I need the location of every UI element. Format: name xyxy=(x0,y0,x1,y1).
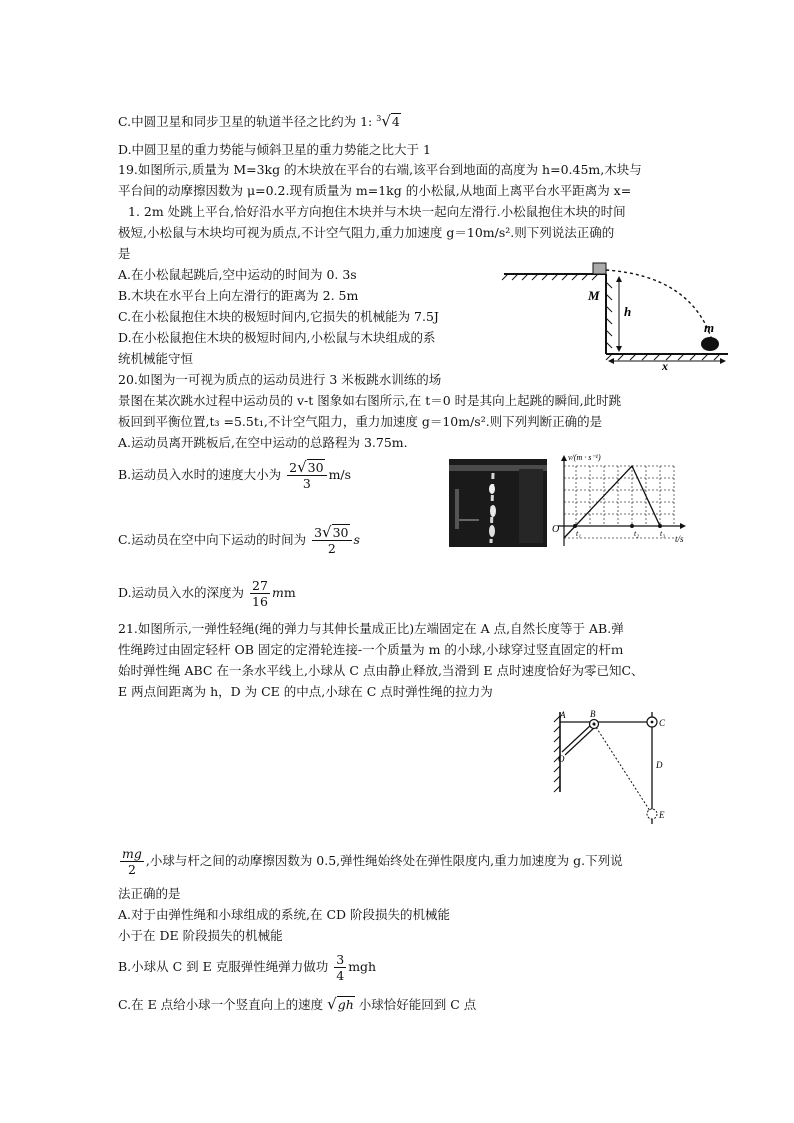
q21-stem-line-3: 始时弹性绳 ABC 在一条水平线上,小球从 C 点由静止释放,当滑到 E 点时速度恰好为零已知C、 xyxy=(118,663,644,678)
label-O: O xyxy=(558,754,565,764)
q21-option-b: B.小球从 C 到 E 克服弹性绳弹力做功 $\frac{3}{4}$ mgh xyxy=(118,952,377,983)
q21-option-c: C.在 E 点给小球一个竖直向上的速度 √gh 小球恰好能回到 C 点 xyxy=(118,995,477,1013)
squirrel xyxy=(701,337,719,351)
q18-option-c xyxy=(118,110,401,131)
q18-option-d: D.中圆卫星的重力势能与倾斜卫星的重力势能之比大于 1 xyxy=(118,142,431,157)
point-t3 xyxy=(658,524,662,528)
q20-stem-line-1: 20.如图为一可视为质点的运动员进行 3 米板跳水训练的场 xyxy=(118,372,442,387)
label-m: m xyxy=(704,320,715,335)
q20-option-c-fraction: $\frac{3√30}{2}$ xyxy=(312,525,351,556)
q18-option-c-text: C.中圆卫星和同步卫星的轨道半径之比约为 1: xyxy=(118,114,373,130)
q20-vt-graph xyxy=(548,452,698,550)
q19-stem-line-3: 1. 2m 处跳上平台,恰好沿水平方向抱住木块并与木块一起向左滑行.小松鼠抱住木块的时间 xyxy=(128,204,626,219)
q19-option-a: A.在小松鼠起跳后,空中运动的时间为 0. 3s xyxy=(118,267,357,282)
q20-option-d-fraction: $\frac{27}{16}$ xyxy=(252,578,268,609)
q19-platform-figure xyxy=(496,258,736,370)
graph-t3-label: t₃ xyxy=(660,529,666,538)
label-M: M xyxy=(588,288,600,303)
q21-option-b-text: B.小球从 C 到 E 克服弹性绳弹力做功 xyxy=(118,959,329,974)
q21-stem-line-5-text: ,小球与杆之间的动摩擦因数为 0.5,弹性绳始终处在弹性限度内,重力加速度为 g.下列说 xyxy=(145,853,623,868)
q21-option-b-fraction: $\frac{3}{4}$ xyxy=(336,952,345,983)
diving-photo xyxy=(449,459,547,547)
q21-option-c-text: C.在 E 点给小球一个竖直向上的速度 xyxy=(118,997,324,1012)
jump-trajectory xyxy=(606,270,715,340)
q19-stem-line-1: 19.如图所示,质量为 M=3kg 的木块放在平台的右端,该平台到地面的高度为 h=0.45m,木块与 xyxy=(118,162,642,177)
graph-xlabel: t/s xyxy=(675,534,684,544)
graph-ylabel: v/(m · s⁻¹) xyxy=(568,453,601,462)
q19-stem-line-4: 极短,小松鼠与木块均可视为质点,不计空气阻力,重力加速度 g＝10m/s².则下列说法正确的 xyxy=(118,225,615,240)
graph-t1-label: t₁ xyxy=(576,529,582,538)
label-C: C xyxy=(659,718,666,728)
ball-at-E xyxy=(647,809,657,819)
q20-option-b-unit: m/s xyxy=(328,467,352,482)
q19-option-d-line-2: 统机械能守恒 xyxy=(118,351,194,366)
q19-option-b: B.木块在水平台上向左滑行的距离为 2. 5m xyxy=(118,288,359,303)
q21-stem-line-6: 法正确的是 xyxy=(118,886,181,901)
cube-root-index: 3 xyxy=(376,114,382,123)
q20-option-b-text: B.运动员入水时的速度大小为 xyxy=(118,467,282,482)
q21-tension-fraction: $\frac{mg}{2}$ xyxy=(122,846,142,877)
q20-stem-line-2: 景图在某次跳水过程中运动员的 v-t 图象如右图所示,在 t＝0 时是其向上起跳的瞬间,此时跳 xyxy=(118,393,622,408)
q21-stem-line-4: E 两点间距离为 h，D 为 CE 的中点,小球在 C 点时弹性绳的拉力为 xyxy=(118,684,493,699)
q21-option-a-line-1: A.对于由弹性绳和小球组成的系统,在 CD 阶段损失的机械能 xyxy=(118,907,451,922)
q20-option-d: D.运动员入水的深度为 $\frac{27}{16}$ mm xyxy=(118,578,296,609)
label-D: D xyxy=(656,760,663,770)
label-A: A xyxy=(560,710,566,720)
q20-option-a: A.运动员离开跳板后,在空中运动的总路程为 3.75m. xyxy=(118,435,408,450)
cube-root-value: 4 xyxy=(391,114,400,130)
label-E: E xyxy=(659,810,665,820)
rod-OB xyxy=(565,727,595,755)
graph-origin: O xyxy=(552,524,560,535)
q20-option-c-text: C.运动员在空中向下运动的时间为 xyxy=(118,532,307,547)
q20-option-c-unit: s xyxy=(353,532,360,547)
q21-pulley-figure xyxy=(548,704,698,832)
stretched-cord xyxy=(594,724,652,814)
label-B: B xyxy=(590,709,596,719)
q19-option-d-line-1: D.在小松鼠抱住木块的极短时间内,小松鼠与木块组成的系 xyxy=(118,330,436,345)
q20-stem-line-3: 板回到平衡位置,t₃ =5.5t₁,不计空气阻力，重力加速度 g＝10m/s².则下列判断正确的是 xyxy=(118,414,603,429)
q20-option-b xyxy=(118,460,351,491)
q21-option-a-line-2: 小于在 DE 阶段损失的机械能 xyxy=(118,928,283,943)
sqrt-gh: √gh xyxy=(327,995,354,1013)
cube-root: $^3$√4 xyxy=(376,112,400,131)
q20-option-c xyxy=(118,525,360,556)
label-h: h xyxy=(624,304,632,319)
q21-stem-line-5 xyxy=(118,846,623,877)
q21-stem-line-2: 性绳跨过由固定轻杆 OB 固定的定滑轮连接-一个质量为 m 的小球,小球穿过竖直固定的杆ｍ xyxy=(118,642,624,657)
q19-option-c: C.在小松鼠抱住木块的极短时间内,它损失的机械能为 7.5J xyxy=(118,309,439,324)
wooden-block xyxy=(593,263,606,274)
q19-stem-line-2: 平台间的动摩擦因数为 μ=0.2.现有质量为 m=1kg 的小松鼠,从地面上离平台水平距离为 x= xyxy=(118,183,632,198)
point-t1 xyxy=(573,524,577,528)
q19-stem-line-5: 是 xyxy=(118,246,131,261)
q20-option-d-text: D.运动员入水的深度为 xyxy=(118,585,245,600)
q20-option-b-fraction: $\frac{2√30}{3}$ xyxy=(287,460,326,491)
point-t2 xyxy=(630,524,634,528)
graph-t2-label: t₂ xyxy=(634,529,640,538)
label-x: x xyxy=(662,359,668,370)
q21-stem-line-1: 21.如图所示,一弹性轻绳(绳的弹力与其伸长量成正比)左端固定在 A 点,自然长度等于 AB.弹 xyxy=(118,621,624,636)
